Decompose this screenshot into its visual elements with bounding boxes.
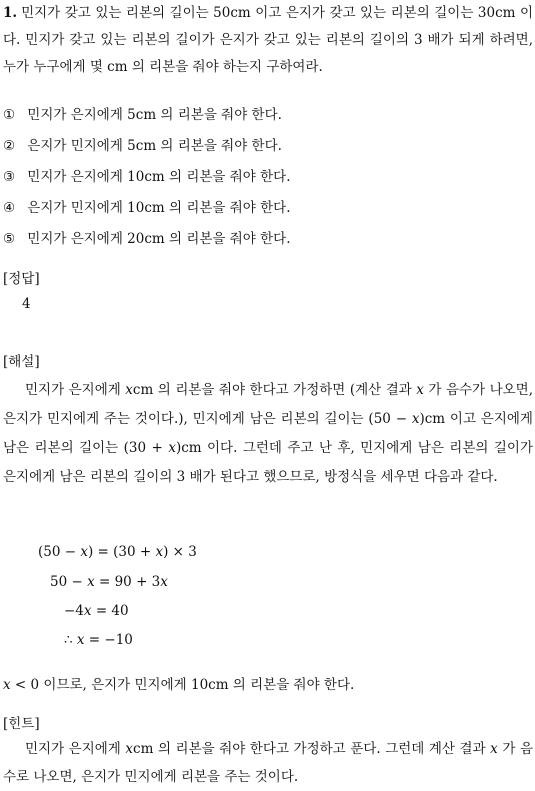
- choice-5[interactable]: [3, 224, 533, 255]
- variable-x: x: [3, 677, 11, 693]
- variable-x: x: [490, 741, 498, 757]
- choice-3[interactable]: [3, 162, 533, 193]
- question-statement: [3, 0, 533, 81]
- explanation-label: [해설]: [3, 354, 40, 370]
- choice-2-text: 은지가 민지에게 5cm 의 리본을 줘야 한다.: [27, 138, 282, 154]
- explanation-part: 가 음수가 나오면, 은지가 민지에게 주는 것이다.), 민지에게 남은 리본의 길이는 (50 −: [3, 382, 533, 427]
- equation-line-4: ∴ x = −10: [64, 632, 133, 648]
- choice-2[interactable]: [3, 131, 533, 162]
- choice-2-marker: ②: [3, 138, 16, 154]
- question-number: 1.: [3, 5, 18, 21]
- choice-4-text: 은지가 민지에게 10cm 의 리본을 줘야 한다.: [27, 200, 291, 216]
- equation-line-1: (50 − x) = (30 + x) × 3: [38, 544, 197, 560]
- equation-line-3: −4x = 40: [64, 603, 129, 619]
- answer-value: 4: [22, 296, 31, 312]
- hint-part: cm 의 리본을 줘야 한다고 가정하고 푼다. 그런데 계산 결과: [133, 741, 491, 757]
- hint-part: 민지가 은지에게: [25, 741, 126, 757]
- choice-3-text: 민지가 은지에게 10cm 의 리본을 줘야 한다.: [27, 169, 291, 185]
- conclusion-sentence: < 0 이므로, 은지가 민지에게 10cm 의 리본을 줘야 한다.: [10, 677, 355, 693]
- choice-1-marker: ①: [3, 107, 16, 123]
- choice-3-marker: ③: [3, 169, 16, 185]
- equation-line-2: 50 − x = 90 + 3x: [50, 574, 168, 590]
- choice-1[interactable]: [3, 100, 533, 131]
- choice-1-text: 민지가 은지에게 5cm 의 리본을 줘야 한다.: [27, 107, 282, 123]
- choice-4[interactable]: [3, 193, 533, 224]
- variable-x: x: [168, 440, 176, 456]
- hint-part: 가 음수로 나오면, 은지가 민지에게 리본을 주는 것이다.: [3, 741, 533, 785]
- choice-5-marker: ⑤: [3, 231, 16, 247]
- variable-x: x: [125, 741, 134, 757]
- conclusion-text: [3, 673, 354, 693]
- hint-label: [힌트]: [3, 716, 40, 732]
- answer-label: [정답]: [3, 271, 40, 287]
- variable-x: x: [411, 411, 420, 427]
- choice-4-marker: ④: [3, 200, 16, 216]
- explanation-text: [3, 376, 533, 492]
- explanation-part: 민지가 은지에게: [25, 382, 126, 398]
- question-text: 민지가 갖고 있는 리본의 길이는 50cm 이고 은지가 갖고 있는 리본의 길이는 30cm 이다. 민지가 갖고 있는 리본의 길이가 은지가 갖고 있는 리본의 길이의 3 배가 되게 하려면, 누가 누구에게 몇 cm 의 리본을 줘야 하는지 구하여라.: [3, 5, 533, 75]
- choice-5-text: 민지가 은지에게 20cm 의 리본을 줘야 한다.: [27, 231, 291, 247]
- explanation-part: )cm 이다. 그런데 주고 난 후, 민지에게 남은 리본의 길이가 은지에게 남은 리본의 길이의 3 배가 된다고 했으므로, 방정식을 세우면 다음과 같다.: [3, 440, 533, 485]
- variable-x: x: [125, 382, 133, 398]
- explanation-part: )cm 이고 은지에게 남은 리본의 길이는 (30 +: [3, 411, 533, 456]
- answer-choices: [3, 100, 533, 255]
- explanation-part: cm 의 리본을 줘야 한다고 가정하면 (계산 결과: [132, 382, 417, 398]
- variable-x: x: [416, 382, 424, 398]
